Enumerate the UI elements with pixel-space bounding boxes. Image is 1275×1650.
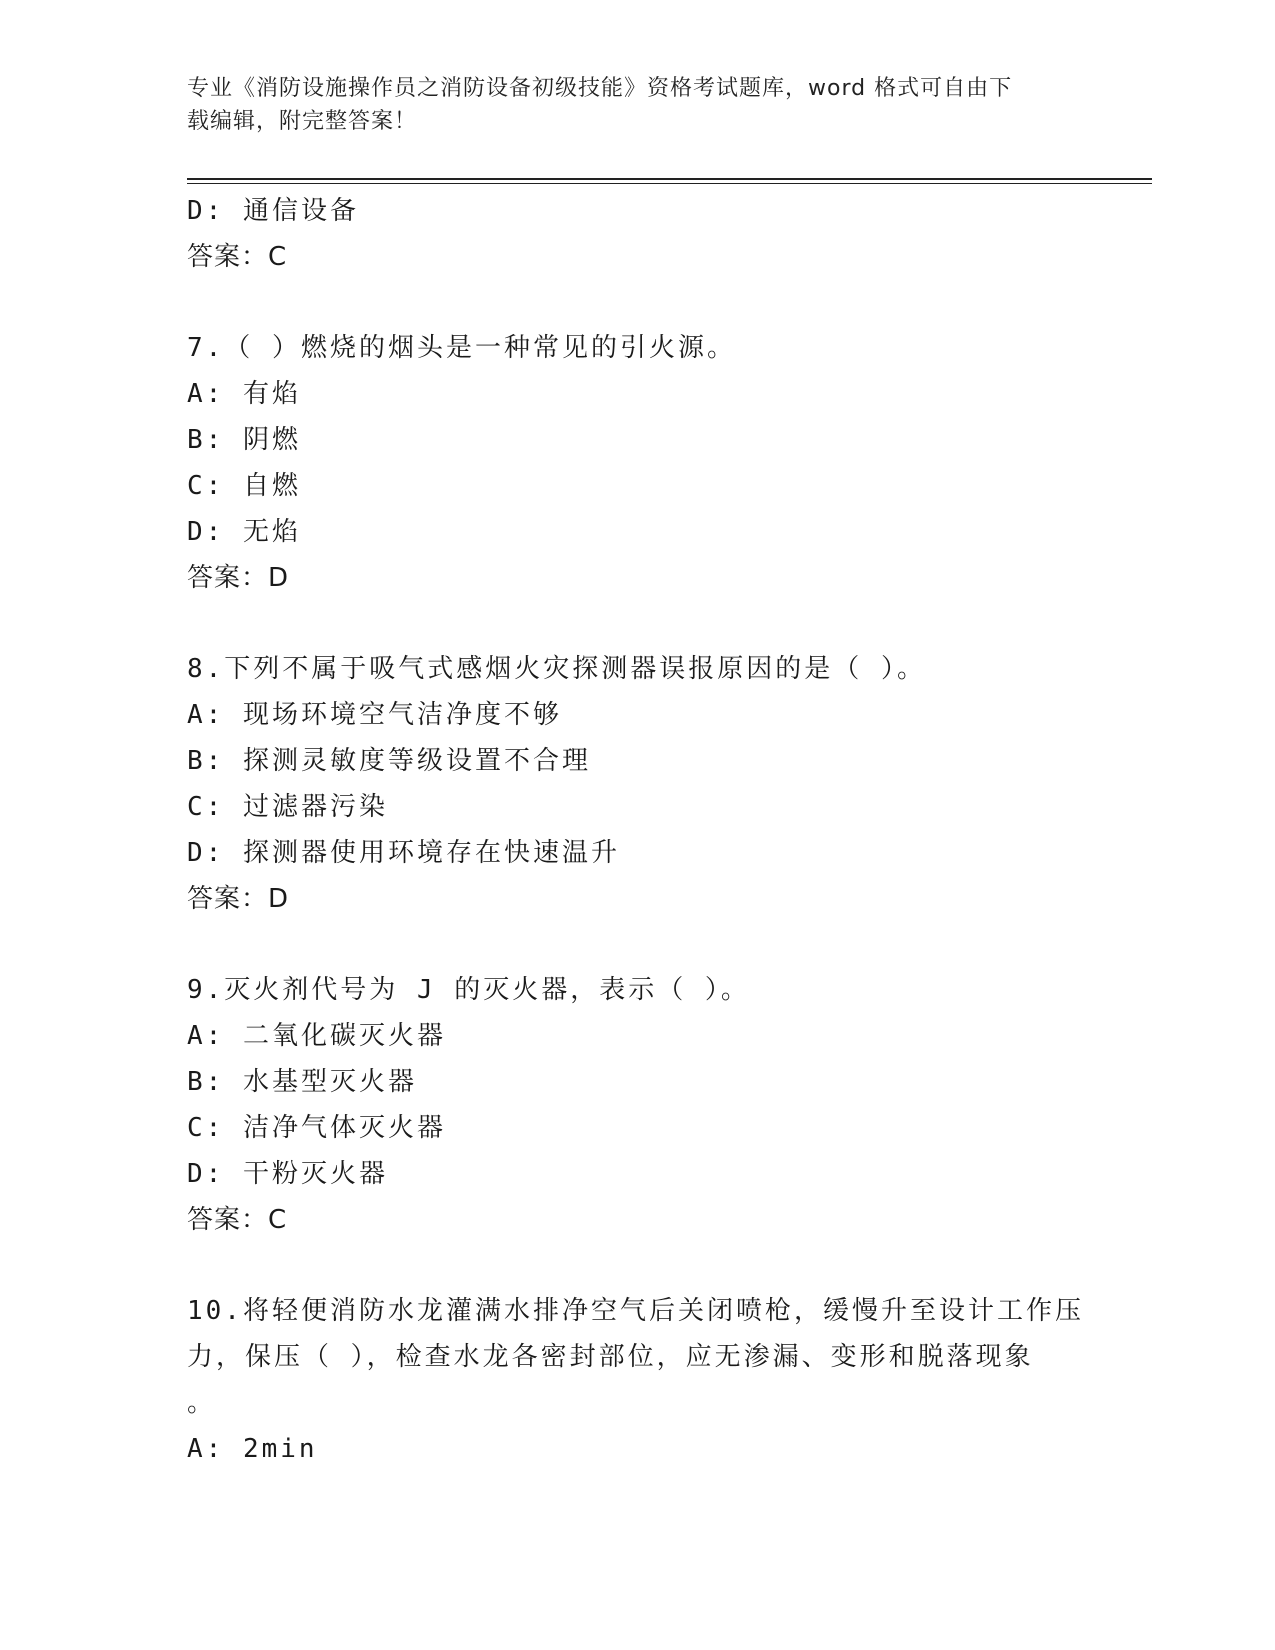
spacer bbox=[187, 922, 1087, 967]
option-b: B: 探测灵敏度等级设置不合理 bbox=[187, 746, 591, 776]
question-stem: 9.灭火剂代号为 J 的灭火器，表示（ ）。 bbox=[187, 975, 750, 1005]
option-b: B: 阴燃 bbox=[187, 425, 301, 455]
question-stem: 8.下列不属于吸气式感烟火灾探测器误报原因的是（ ）。 bbox=[187, 654, 926, 684]
question-10 bbox=[187, 1288, 1087, 1472]
spacer bbox=[187, 1243, 1087, 1288]
question-stem-line-3: 。 bbox=[187, 1388, 217, 1418]
document-header bbox=[187, 72, 1067, 138]
option-c: C: 洁净气体灭火器 bbox=[187, 1113, 446, 1143]
header-line-1: 专业《消防设施操作员之消防设备初级技能》资格考试题库，word 格式可自由下 bbox=[187, 76, 1013, 101]
answer-line: 答案：C bbox=[187, 1205, 288, 1235]
question-list bbox=[187, 188, 1087, 1472]
option-d: D: 通信设备 bbox=[187, 196, 359, 226]
option-c: C: 自燃 bbox=[187, 471, 301, 501]
option-d: D: 无焰 bbox=[187, 517, 301, 547]
header-divider-thick bbox=[187, 178, 1152, 180]
answer-line: 答案：C bbox=[187, 242, 288, 272]
option-d: D: 探测器使用环境存在快速温升 bbox=[187, 838, 620, 868]
option-d: D: 干粉灭火器 bbox=[187, 1159, 388, 1189]
option-a: A: 2min bbox=[187, 1434, 318, 1464]
answer-line: 答案：D bbox=[187, 563, 290, 593]
question-stem-line-1: 10.将轻便消防水龙灌满水排净空气后关闭喷枪，缓慢升至设计工作压 bbox=[187, 1296, 1084, 1326]
question-7 bbox=[187, 325, 1087, 601]
option-a: A: 有焰 bbox=[187, 379, 301, 409]
option-b: B: 水基型灭火器 bbox=[187, 1067, 417, 1097]
spacer bbox=[187, 280, 1087, 325]
answer-line: 答案：D bbox=[187, 884, 290, 914]
header-line-2: 载编辑，附完整答案！ bbox=[187, 109, 418, 134]
question-8 bbox=[187, 646, 1087, 922]
question-stem: 7.（ ）燃烧的烟头是一种常见的引火源。 bbox=[187, 333, 736, 363]
option-a: A: 二氧化碳灭火器 bbox=[187, 1021, 446, 1051]
question-9 bbox=[187, 967, 1087, 1243]
option-c: C: 过滤器污染 bbox=[187, 792, 388, 822]
partial-question bbox=[187, 188, 1087, 280]
spacer bbox=[187, 601, 1087, 646]
header-divider-thin bbox=[187, 183, 1152, 184]
question-stem-line-2: 力，保压（ ），检查水龙各密封部位，应无渗漏、变形和脱落现象 bbox=[187, 1342, 1034, 1372]
option-a: A: 现场环境空气洁净度不够 bbox=[187, 700, 562, 730]
